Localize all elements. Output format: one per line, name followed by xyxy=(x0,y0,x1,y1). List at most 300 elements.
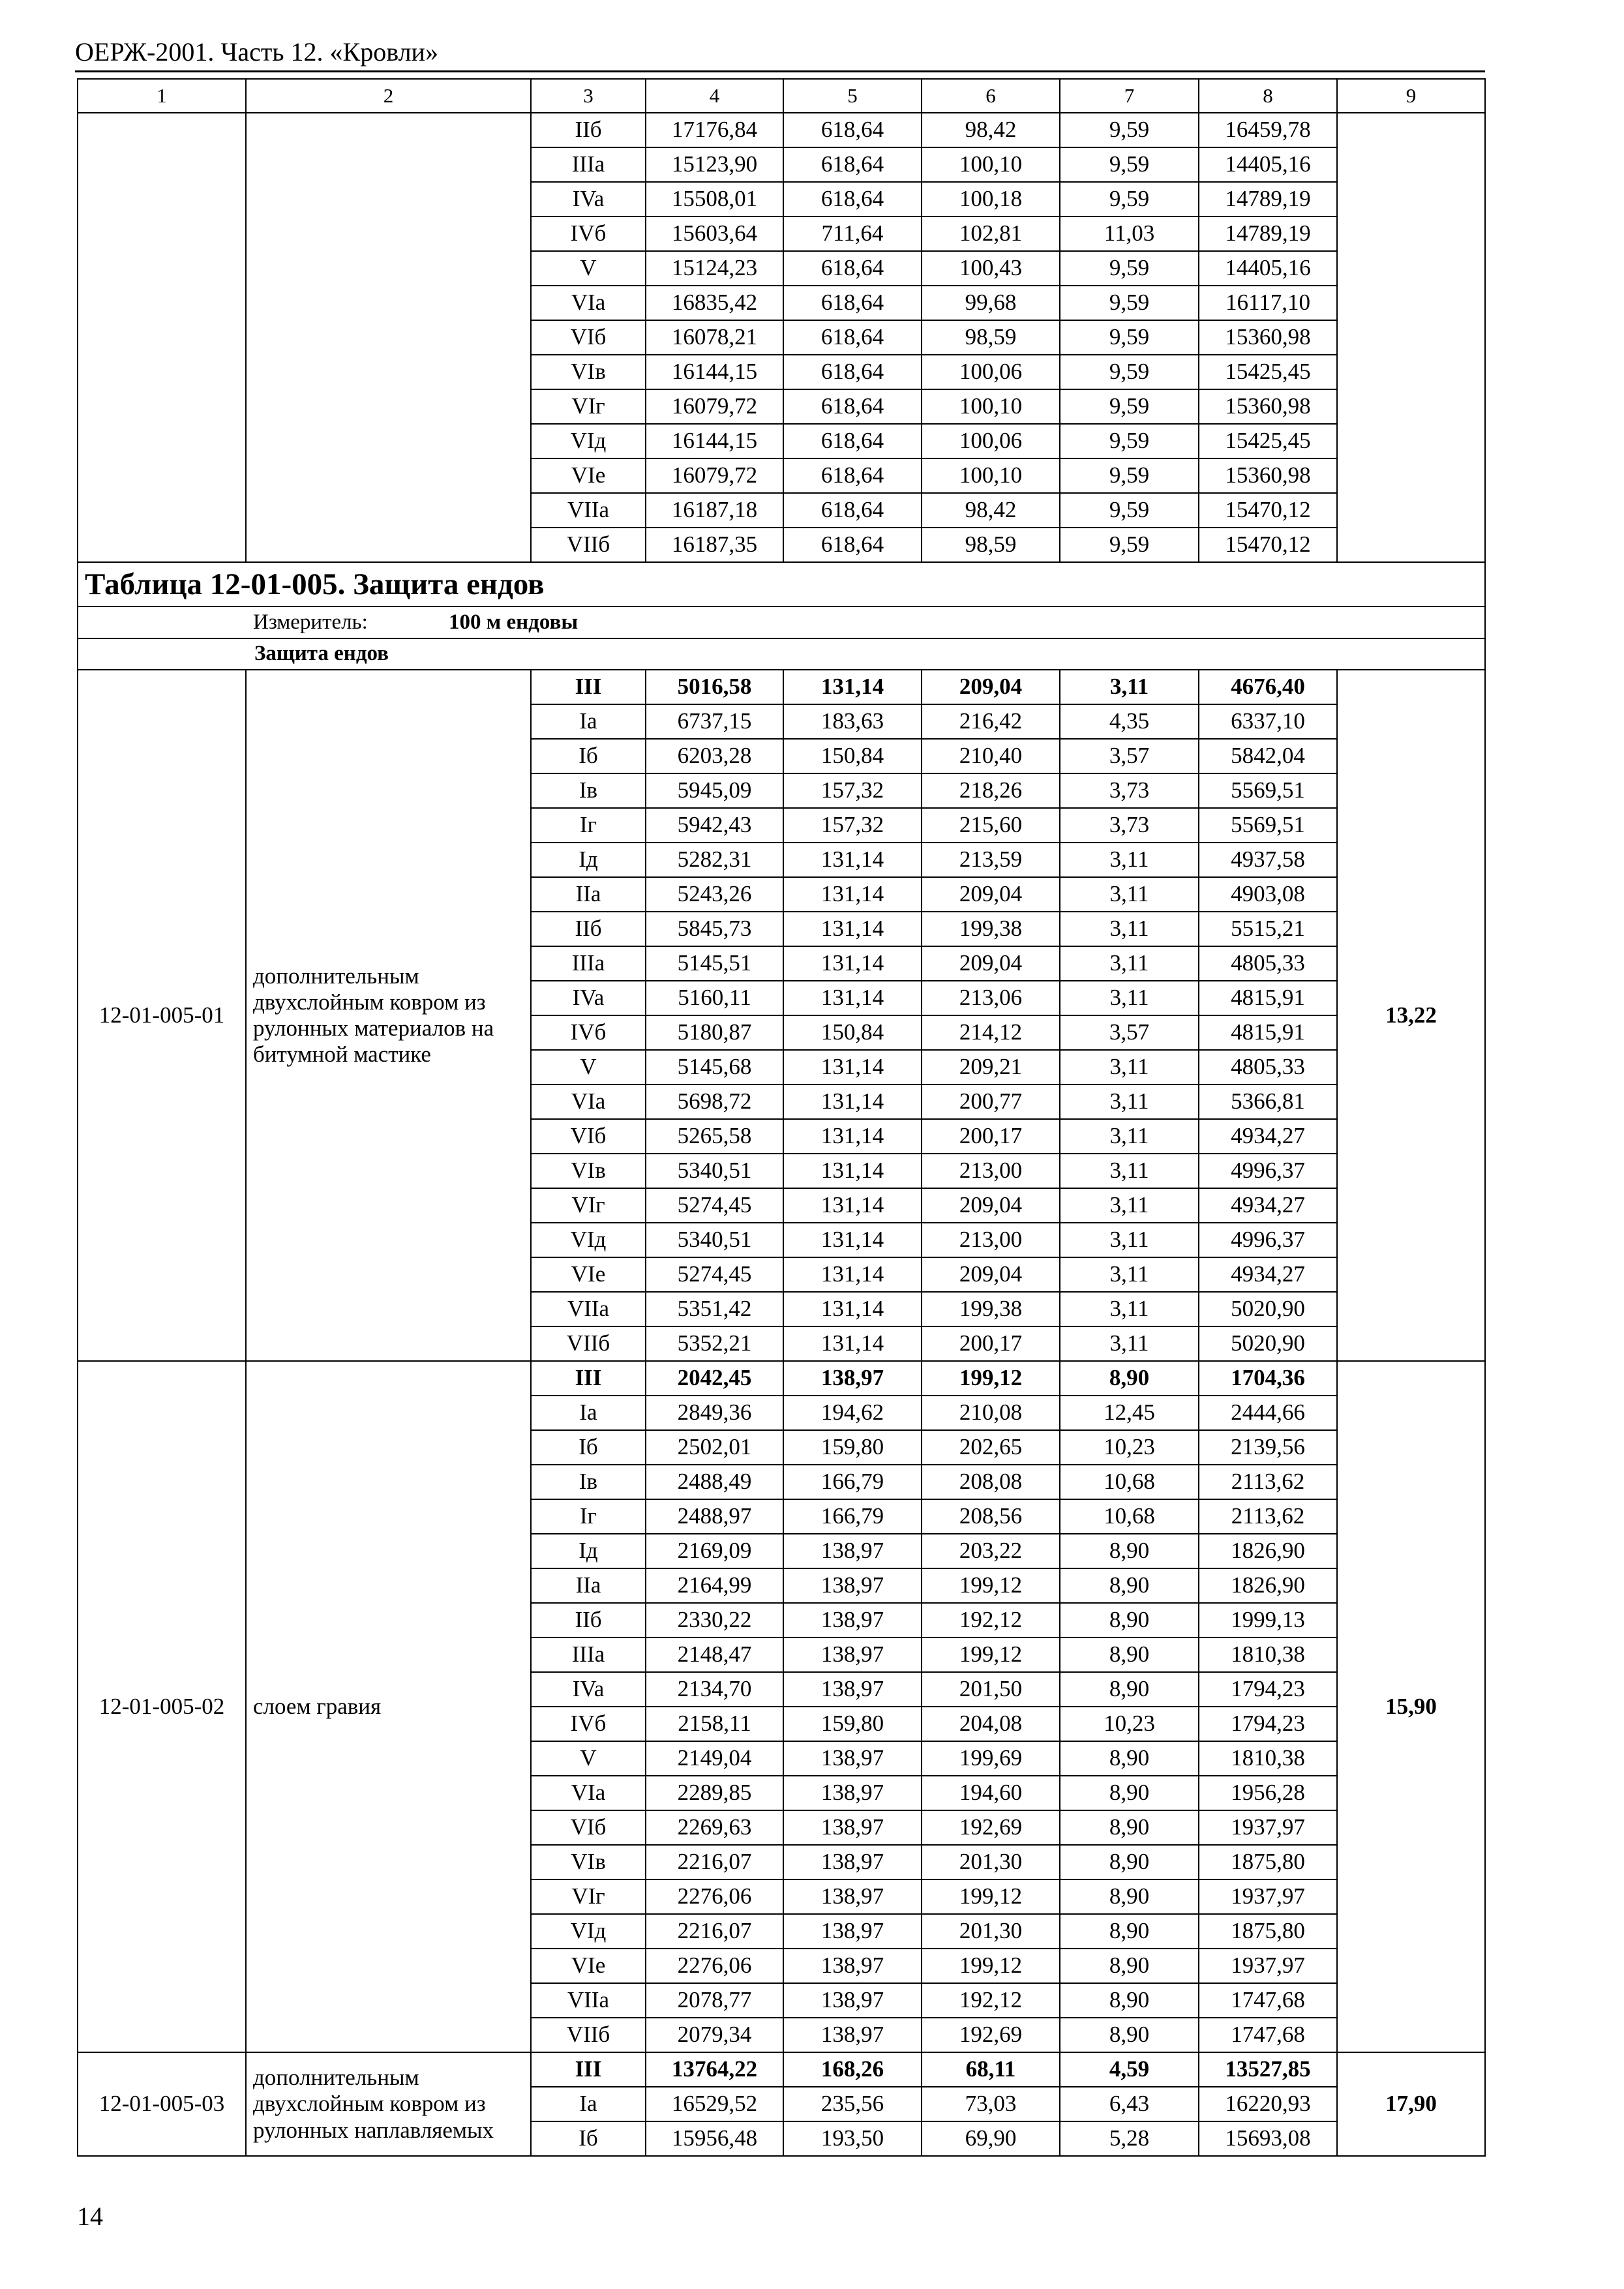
machinists-wages-cell: 9,59 xyxy=(1060,113,1199,147)
unit-cell xyxy=(78,606,1485,638)
zone-cell: VIв xyxy=(531,355,646,389)
materials-cell: 2113,62 xyxy=(1199,1465,1337,1499)
wages-cell: 166,79 xyxy=(783,1499,922,1534)
wages-cell: 618,64 xyxy=(783,251,922,286)
direct-cost-cell: 6203,28 xyxy=(646,739,783,773)
zone-cell: VIIб xyxy=(531,1326,646,1361)
machinists-wages-cell: 3,73 xyxy=(1060,773,1199,808)
rate-code: 12-01-005-01 xyxy=(78,670,246,1361)
direct-cost-cell: 5352,21 xyxy=(646,1326,783,1361)
direct-cost-cell: 2488,49 xyxy=(646,1465,783,1499)
wages-cell: 131,14 xyxy=(783,912,922,946)
machines-cell: 209,21 xyxy=(922,1050,1060,1085)
wages-cell: 138,97 xyxy=(783,1879,922,1914)
machines-cell: 200,17 xyxy=(922,1119,1060,1154)
direct-cost-cell: 16187,18 xyxy=(646,493,783,528)
wages-cell: 159,80 xyxy=(783,1707,922,1741)
materials-cell: 4937,58 xyxy=(1199,843,1337,877)
machines-cell: 213,00 xyxy=(922,1223,1060,1257)
materials-cell: 1826,90 xyxy=(1199,1568,1337,1603)
materials-cell: 14405,16 xyxy=(1199,147,1337,182)
machinists-wages-cell: 3,11 xyxy=(1060,1050,1199,1085)
machines-cell: 200,17 xyxy=(922,1326,1060,1361)
zone-cell: VIa xyxy=(531,1776,646,1810)
direct-cost-cell: 5265,58 xyxy=(646,1119,783,1154)
materials-cell: 5842,04 xyxy=(1199,739,1337,773)
machines-cell: 201,50 xyxy=(922,1672,1060,1707)
materials-cell: 2444,66 xyxy=(1199,1396,1337,1430)
direct-cost-cell: 2164,99 xyxy=(646,1568,783,1603)
materials-cell: 15425,45 xyxy=(1199,424,1337,458)
materials-cell: 5515,21 xyxy=(1199,912,1337,946)
table-title: Таблица 12-01-005. Защита ендов xyxy=(78,562,1485,606)
wages-cell: 618,64 xyxy=(783,320,922,355)
running-header: ОЕРЖ-2001. Часть 12. «Кровли» xyxy=(75,37,438,67)
wages-cell: 618,64 xyxy=(783,147,922,182)
wages-cell: 618,64 xyxy=(783,286,922,320)
machinists-wages-cell: 3,11 xyxy=(1060,1188,1199,1223)
labor-cost-cell: 13,22 xyxy=(1337,670,1485,1361)
wages-cell: 131,14 xyxy=(783,1119,922,1154)
wages-cell: 168,26 xyxy=(783,2052,922,2087)
machines-cell: 100,06 xyxy=(922,355,1060,389)
description-cell-empty xyxy=(246,113,531,562)
materials-cell: 4805,33 xyxy=(1199,1050,1337,1085)
machinists-wages-cell: 10,68 xyxy=(1060,1499,1199,1534)
machinists-wages-cell: 9,59 xyxy=(1060,389,1199,424)
machinists-wages-cell: 3,11 xyxy=(1060,1085,1199,1119)
direct-cost-cell: 2158,11 xyxy=(646,1707,783,1741)
wages-cell: 618,64 xyxy=(783,355,922,389)
zone-cell: IIa xyxy=(531,877,646,912)
materials-cell: 4815,91 xyxy=(1199,981,1337,1015)
materials-cell: 1810,38 xyxy=(1199,1638,1337,1672)
machinists-wages-cell: 8,90 xyxy=(1060,1534,1199,1568)
machinists-wages-cell: 10,23 xyxy=(1060,1430,1199,1465)
machinists-wages-cell: 9,59 xyxy=(1060,424,1199,458)
materials-cell: 1747,68 xyxy=(1199,1983,1337,2018)
zone-cell: VIIa xyxy=(531,493,646,528)
machines-cell: 214,12 xyxy=(922,1015,1060,1050)
wages-cell: 193,50 xyxy=(783,2121,922,2156)
machines-cell: 192,69 xyxy=(922,2018,1060,2052)
machinists-wages-cell: 3,11 xyxy=(1060,877,1199,912)
direct-cost-cell: 16144,15 xyxy=(646,355,783,389)
machinists-wages-cell: 8,90 xyxy=(1060,1810,1199,1845)
materials-cell: 5020,90 xyxy=(1199,1326,1337,1361)
machines-cell: 213,59 xyxy=(922,843,1060,877)
column-number: 8 xyxy=(1199,79,1337,113)
zone-cell: VIa xyxy=(531,1085,646,1119)
direct-cost-cell: 2502,01 xyxy=(646,1430,783,1465)
direct-cost-cell: 16187,35 xyxy=(646,528,783,562)
materials-cell: 15470,12 xyxy=(1199,493,1337,528)
materials-cell: 1826,90 xyxy=(1199,1534,1337,1568)
machines-cell: 199,12 xyxy=(922,1568,1060,1603)
wages-cell: 194,62 xyxy=(783,1396,922,1430)
direct-cost-cell: 5845,73 xyxy=(646,912,783,946)
machines-cell: 208,56 xyxy=(922,1499,1060,1534)
machines-cell: 199,38 xyxy=(922,912,1060,946)
zone-cell: VIг xyxy=(531,1188,646,1223)
zone-cell: Iг xyxy=(531,808,646,843)
zone-cell: IVa xyxy=(531,1672,646,1707)
group-row xyxy=(78,638,1485,670)
direct-cost-cell: 15956,48 xyxy=(646,2121,783,2156)
wages-cell: 131,14 xyxy=(783,1292,922,1326)
machinists-wages-cell: 8,90 xyxy=(1060,2018,1199,2052)
machinists-wages-cell: 9,59 xyxy=(1060,286,1199,320)
unit-label: Измеритель: xyxy=(253,610,368,634)
direct-cost-cell: 5282,31 xyxy=(646,843,783,877)
unit-row xyxy=(78,606,1485,638)
wages-cell: 138,97 xyxy=(783,1672,922,1707)
column-number: 5 xyxy=(783,79,922,113)
zone-cell: VIв xyxy=(531,1154,646,1188)
machines-cell: 100,06 xyxy=(922,424,1060,458)
zone-cell: Ia xyxy=(531,1396,646,1430)
machinists-wages-cell: 3,11 xyxy=(1060,1292,1199,1326)
table-row xyxy=(78,1361,1485,1396)
machinists-wages-cell: 8,90 xyxy=(1060,1638,1199,1672)
labor-cost-cell: 15,90 xyxy=(1337,1361,1485,2052)
zone-cell: IVa xyxy=(531,182,646,217)
zone-cell: VIe xyxy=(531,1257,646,1292)
machinists-wages-cell: 3,57 xyxy=(1060,1015,1199,1050)
zone-cell: VIд xyxy=(531,1914,646,1949)
machines-cell: 209,04 xyxy=(922,1257,1060,1292)
materials-cell: 1875,80 xyxy=(1199,1845,1337,1879)
machinists-wages-cell: 3,57 xyxy=(1060,739,1199,773)
zone-cell: III xyxy=(531,670,646,704)
materials-cell: 5020,90 xyxy=(1199,1292,1337,1326)
wages-cell: 131,14 xyxy=(783,1050,922,1085)
wages-cell: 138,97 xyxy=(783,1776,922,1810)
direct-cost-cell: 2149,04 xyxy=(646,1741,783,1776)
materials-cell: 16117,10 xyxy=(1199,286,1337,320)
machinists-wages-cell: 3,11 xyxy=(1060,1326,1199,1361)
machines-cell: 100,10 xyxy=(922,458,1060,493)
wages-cell: 138,97 xyxy=(783,1983,922,2018)
zone-cell: III xyxy=(531,1361,646,1396)
zone-cell: VIв xyxy=(531,1845,646,1879)
machinists-wages-cell: 8,90 xyxy=(1060,1568,1199,1603)
materials-cell: 16220,93 xyxy=(1199,2087,1337,2121)
column-number: 2 xyxy=(246,79,531,113)
wages-cell: 618,64 xyxy=(783,424,922,458)
machinists-wages-cell: 8,90 xyxy=(1060,1603,1199,1638)
direct-cost-cell: 5340,51 xyxy=(646,1223,783,1257)
direct-cost-cell: 2276,06 xyxy=(646,1879,783,1914)
machines-cell: 199,12 xyxy=(922,1638,1060,1672)
wages-cell: 138,97 xyxy=(783,1638,922,1672)
direct-cost-cell: 15508,01 xyxy=(646,182,783,217)
machines-cell: 210,08 xyxy=(922,1396,1060,1430)
column-number: 7 xyxy=(1060,79,1199,113)
machinists-wages-cell: 3,11 xyxy=(1060,912,1199,946)
zone-cell: VIд xyxy=(531,424,646,458)
materials-cell: 4934,27 xyxy=(1199,1188,1337,1223)
machines-cell: 199,69 xyxy=(922,1741,1060,1776)
machines-cell: 204,08 xyxy=(922,1707,1060,1741)
wages-cell: 131,14 xyxy=(783,1223,922,1257)
direct-cost-cell: 2216,07 xyxy=(646,1845,783,1879)
machinists-wages-cell: 8,90 xyxy=(1060,1914,1199,1949)
machinists-wages-cell: 8,90 xyxy=(1060,1361,1199,1396)
wages-cell: 159,80 xyxy=(783,1430,922,1465)
zone-cell: IIб xyxy=(531,912,646,946)
zone-cell: VIe xyxy=(531,1949,646,1983)
machinists-wages-cell: 3,11 xyxy=(1060,981,1199,1015)
direct-cost-cell: 16079,72 xyxy=(646,458,783,493)
wages-cell: 235,56 xyxy=(783,2087,922,2121)
direct-cost-cell: 2849,36 xyxy=(646,1396,783,1430)
wages-cell: 131,14 xyxy=(783,1326,922,1361)
wages-cell: 131,14 xyxy=(783,1154,922,1188)
machinists-wages-cell: 9,59 xyxy=(1060,355,1199,389)
wages-cell: 138,97 xyxy=(783,2018,922,2052)
machines-cell: 201,30 xyxy=(922,1845,1060,1879)
machinists-wages-cell: 4,59 xyxy=(1060,2052,1199,2087)
machines-cell: 98,59 xyxy=(922,320,1060,355)
materials-cell: 4934,27 xyxy=(1199,1257,1337,1292)
wages-cell: 618,64 xyxy=(783,493,922,528)
unit-value: 100 м ендовы xyxy=(449,610,579,634)
machines-cell: 199,12 xyxy=(922,1361,1060,1396)
machinists-wages-cell: 3,11 xyxy=(1060,1257,1199,1292)
machines-cell: 209,04 xyxy=(922,1188,1060,1223)
machines-cell: 98,42 xyxy=(922,113,1060,147)
machines-cell: 98,59 xyxy=(922,528,1060,562)
materials-cell: 14789,19 xyxy=(1199,182,1337,217)
machines-cell: 73,03 xyxy=(922,2087,1060,2121)
direct-cost-cell: 5160,11 xyxy=(646,981,783,1015)
zone-cell: V xyxy=(531,251,646,286)
machinists-wages-cell: 3,11 xyxy=(1060,1154,1199,1188)
zone-cell: VIa xyxy=(531,286,646,320)
rates-table xyxy=(77,78,1486,2157)
zone-cell: VIIa xyxy=(531,1983,646,2018)
direct-cost-cell: 2330,22 xyxy=(646,1603,783,1638)
materials-cell: 4815,91 xyxy=(1199,1015,1337,1050)
wages-cell: 157,32 xyxy=(783,808,922,843)
column-number: 1 xyxy=(78,79,246,113)
zone-cell: VIб xyxy=(531,1119,646,1154)
machines-cell: 100,10 xyxy=(922,147,1060,182)
wages-cell: 131,14 xyxy=(783,1085,922,1119)
direct-cost-cell: 2216,07 xyxy=(646,1914,783,1949)
rate-code: 12-01-005-02 xyxy=(78,1361,246,2052)
materials-cell: 4996,37 xyxy=(1199,1223,1337,1257)
rate-description: дополнительным двухслойным ковром из рулонных материалов на битумной мастике xyxy=(246,670,531,1361)
machinists-wages-cell: 6,43 xyxy=(1060,2087,1199,2121)
direct-cost-cell: 2169,09 xyxy=(646,1534,783,1568)
machines-cell: 199,12 xyxy=(922,1949,1060,1983)
wages-cell: 138,97 xyxy=(783,1603,922,1638)
materials-cell: 1794,23 xyxy=(1199,1672,1337,1707)
machines-cell: 100,10 xyxy=(922,389,1060,424)
machines-cell: 100,43 xyxy=(922,251,1060,286)
direct-cost-cell: 5274,45 xyxy=(646,1257,783,1292)
machinists-wages-cell: 10,68 xyxy=(1060,1465,1199,1499)
machines-cell: 192,12 xyxy=(922,1603,1060,1638)
zone-cell: IIIa xyxy=(531,946,646,981)
zone-cell: VIд xyxy=(531,1223,646,1257)
col9-cell-empty xyxy=(1337,113,1485,562)
zone-cell: VIIб xyxy=(531,528,646,562)
materials-cell: 15360,98 xyxy=(1199,389,1337,424)
direct-cost-cell: 5340,51 xyxy=(646,1154,783,1188)
direct-cost-cell: 5351,42 xyxy=(646,1292,783,1326)
zone-cell: Ia xyxy=(531,704,646,739)
zone-cell: Ia xyxy=(531,2087,646,2121)
direct-cost-cell: 15124,23 xyxy=(646,251,783,286)
machines-cell: 102,81 xyxy=(922,217,1060,251)
machinists-wages-cell: 4,35 xyxy=(1060,704,1199,739)
materials-cell: 1937,97 xyxy=(1199,1810,1337,1845)
zone-cell: IVб xyxy=(531,217,646,251)
machines-cell: 69,90 xyxy=(922,2121,1060,2156)
wages-cell: 618,64 xyxy=(783,113,922,147)
direct-cost-cell: 5274,45 xyxy=(646,1188,783,1223)
direct-cost-cell: 5698,72 xyxy=(646,1085,783,1119)
wages-cell: 131,14 xyxy=(783,843,922,877)
table-row xyxy=(78,670,1485,704)
machinists-wages-cell: 8,90 xyxy=(1060,1776,1199,1810)
zone-cell: VIг xyxy=(531,389,646,424)
rate-description: дополнительным двухслойным ковром из рулонных наплавляемых xyxy=(246,2052,531,2156)
direct-cost-cell: 2276,06 xyxy=(646,1949,783,1983)
wages-cell: 157,32 xyxy=(783,773,922,808)
materials-cell: 1875,80 xyxy=(1199,1914,1337,1949)
machinists-wages-cell: 3,73 xyxy=(1060,808,1199,843)
direct-cost-cell: 16079,72 xyxy=(646,389,783,424)
direct-cost-cell: 5016,58 xyxy=(646,670,783,704)
machines-cell: 192,12 xyxy=(922,1983,1060,2018)
wages-cell: 138,97 xyxy=(783,1949,922,1983)
wages-cell: 183,63 xyxy=(783,704,922,739)
machinists-wages-cell: 9,59 xyxy=(1060,147,1199,182)
materials-cell: 1794,23 xyxy=(1199,1707,1337,1741)
machinists-wages-cell: 8,90 xyxy=(1060,1741,1199,1776)
group-heading: Защита ендов xyxy=(78,638,1485,670)
machines-cell: 213,06 xyxy=(922,981,1060,1015)
materials-cell: 1747,68 xyxy=(1199,2018,1337,2052)
materials-cell: 14405,16 xyxy=(1199,251,1337,286)
direct-cost-cell: 2148,47 xyxy=(646,1638,783,1672)
materials-cell: 15360,98 xyxy=(1199,458,1337,493)
machines-cell: 213,00 xyxy=(922,1154,1060,1188)
zone-cell: VIг xyxy=(531,1879,646,1914)
wages-cell: 150,84 xyxy=(783,739,922,773)
machines-cell: 199,38 xyxy=(922,1292,1060,1326)
materials-cell: 13527,85 xyxy=(1199,2052,1337,2087)
direct-cost-cell: 16078,21 xyxy=(646,320,783,355)
machinists-wages-cell: 9,59 xyxy=(1060,320,1199,355)
zone-cell: Iд xyxy=(531,1534,646,1568)
wages-cell: 138,97 xyxy=(783,1534,922,1568)
machinists-wages-cell: 8,90 xyxy=(1060,1845,1199,1879)
machines-cell: 201,30 xyxy=(922,1914,1060,1949)
machinists-wages-cell: 8,90 xyxy=(1060,1949,1199,1983)
machines-cell: 98,42 xyxy=(922,493,1060,528)
zone-cell: VIIб xyxy=(531,2018,646,2052)
machines-cell: 208,08 xyxy=(922,1465,1060,1499)
wages-cell: 138,97 xyxy=(783,1741,922,1776)
direct-cost-cell: 5145,68 xyxy=(646,1050,783,1085)
zone-cell: IIб xyxy=(531,113,646,147)
wages-cell: 131,14 xyxy=(783,670,922,704)
machinists-wages-cell: 8,90 xyxy=(1060,1983,1199,2018)
zone-cell: V xyxy=(531,1050,646,1085)
materials-cell: 1937,97 xyxy=(1199,1879,1337,1914)
machinists-wages-cell: 3,11 xyxy=(1060,1119,1199,1154)
zone-cell: Iб xyxy=(531,739,646,773)
column-number-row xyxy=(78,79,1485,113)
zone-cell: Iв xyxy=(531,1465,646,1499)
machines-cell: 218,26 xyxy=(922,773,1060,808)
machinists-wages-cell: 9,59 xyxy=(1060,182,1199,217)
direct-cost-cell: 16835,42 xyxy=(646,286,783,320)
direct-cost-cell: 2269,63 xyxy=(646,1810,783,1845)
zone-cell: IVa xyxy=(531,981,646,1015)
table-title-row xyxy=(78,562,1485,606)
machines-cell: 215,60 xyxy=(922,808,1060,843)
wages-cell: 138,97 xyxy=(783,1568,922,1603)
direct-cost-cell: 2078,77 xyxy=(646,1983,783,2018)
direct-cost-cell: 2488,97 xyxy=(646,1499,783,1534)
machinists-wages-cell: 8,90 xyxy=(1060,1672,1199,1707)
machinists-wages-cell: 9,59 xyxy=(1060,458,1199,493)
materials-cell: 4996,37 xyxy=(1199,1154,1337,1188)
direct-cost-cell: 5942,43 xyxy=(646,808,783,843)
wages-cell: 138,97 xyxy=(783,1845,922,1879)
machines-cell: 216,42 xyxy=(922,704,1060,739)
materials-cell: 14789,19 xyxy=(1199,217,1337,251)
materials-cell: 1937,97 xyxy=(1199,1949,1337,1983)
wages-cell: 131,14 xyxy=(783,877,922,912)
machinists-wages-cell: 11,03 xyxy=(1060,217,1199,251)
materials-cell: 1999,13 xyxy=(1199,1603,1337,1638)
direct-cost-cell: 5945,09 xyxy=(646,773,783,808)
zone-cell: IVб xyxy=(531,1707,646,1741)
materials-cell: 15425,45 xyxy=(1199,355,1337,389)
wages-cell: 138,97 xyxy=(783,1914,922,1949)
wages-cell: 131,14 xyxy=(783,981,922,1015)
machines-cell: 192,69 xyxy=(922,1810,1060,1845)
machines-cell: 210,40 xyxy=(922,739,1060,773)
rate-code: 12-01-005-03 xyxy=(78,2052,246,2156)
direct-cost-cell: 5145,51 xyxy=(646,946,783,981)
table-row xyxy=(78,113,1485,147)
labor-cost-cell: 17,90 xyxy=(1337,2052,1485,2156)
materials-cell: 1810,38 xyxy=(1199,1741,1337,1776)
machines-cell: 209,04 xyxy=(922,877,1060,912)
zone-cell: Iг xyxy=(531,1499,646,1534)
machines-cell: 203,22 xyxy=(922,1534,1060,1568)
direct-cost-cell: 15123,90 xyxy=(646,147,783,182)
machinists-wages-cell: 3,11 xyxy=(1060,946,1199,981)
direct-cost-cell: 2134,70 xyxy=(646,1672,783,1707)
machinists-wages-cell: 9,59 xyxy=(1060,251,1199,286)
wages-cell: 131,14 xyxy=(783,1257,922,1292)
machines-cell: 202,65 xyxy=(922,1430,1060,1465)
machinists-wages-cell: 12,45 xyxy=(1060,1396,1199,1430)
wages-cell: 618,64 xyxy=(783,182,922,217)
page-number: 14 xyxy=(77,2202,103,2231)
direct-cost-cell: 2289,85 xyxy=(646,1776,783,1810)
direct-cost-cell: 16529,52 xyxy=(646,2087,783,2121)
